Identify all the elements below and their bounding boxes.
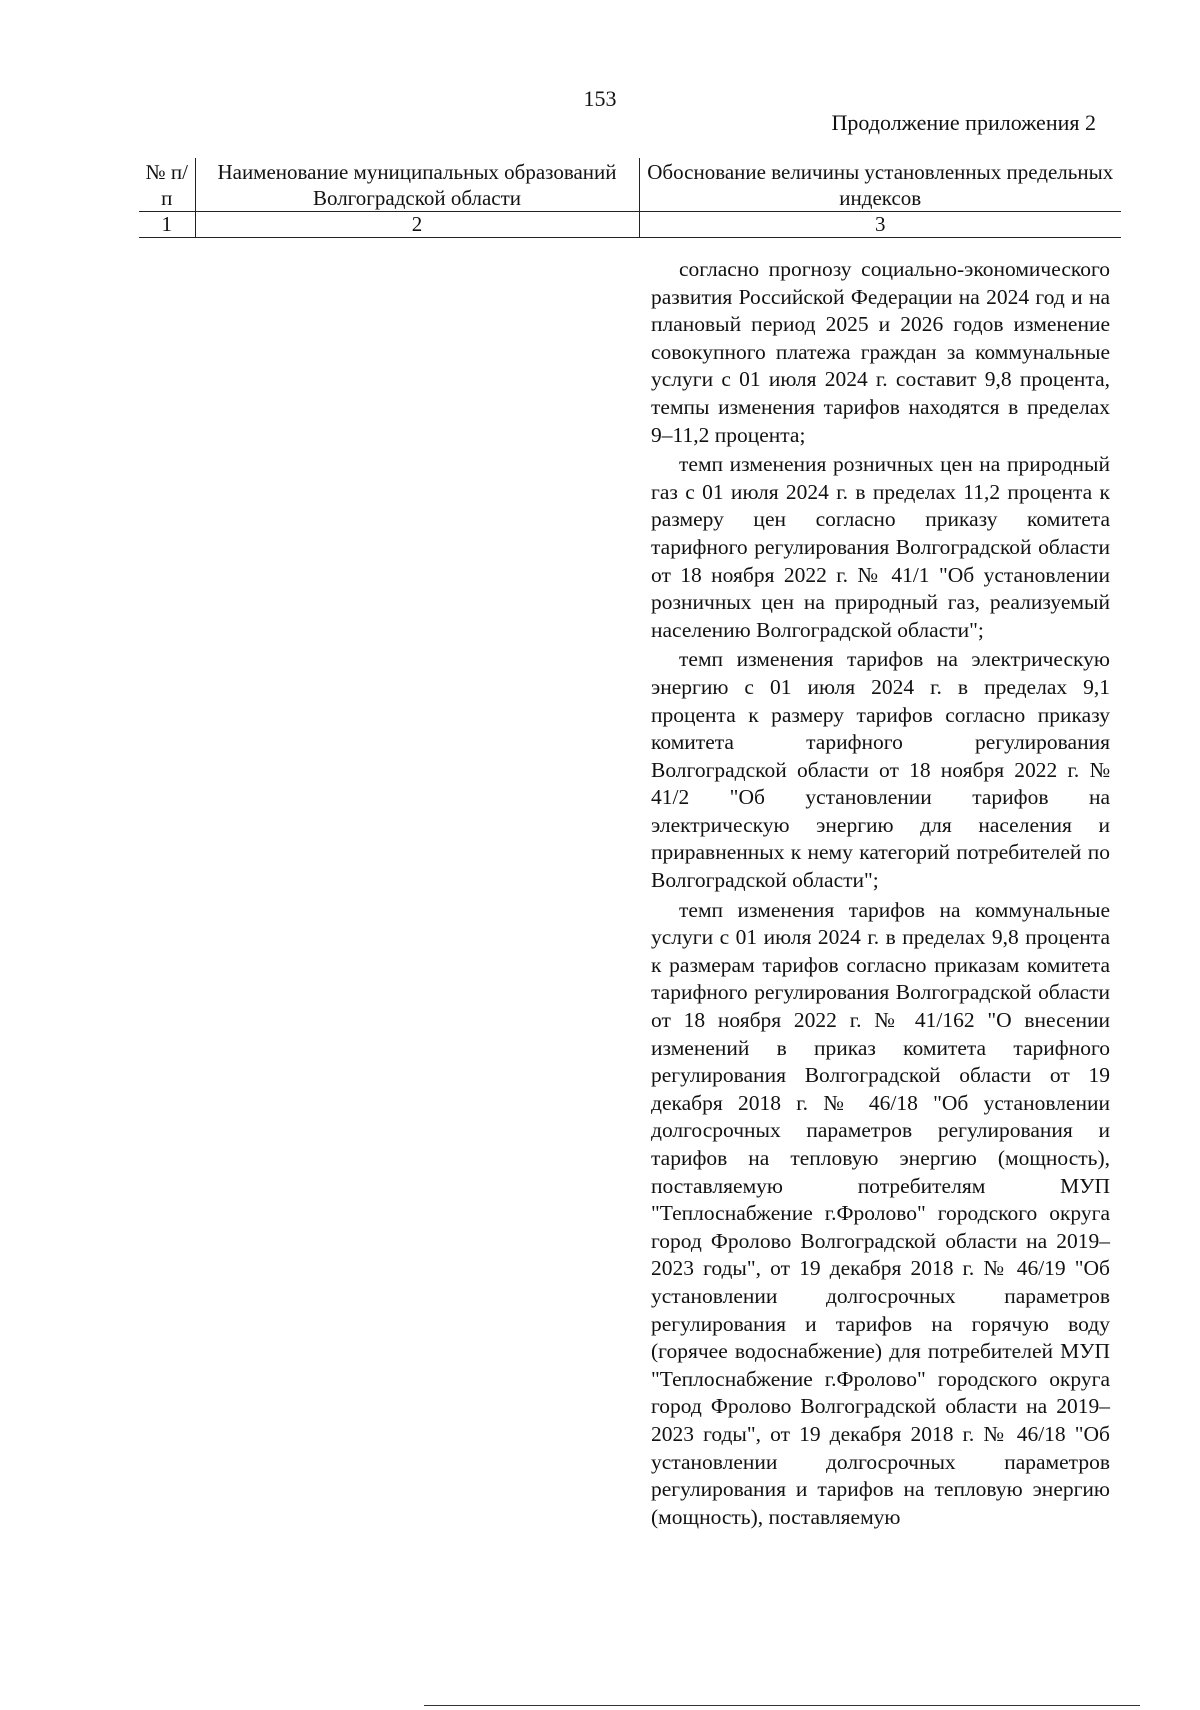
header-table — [139, 158, 1121, 238]
header-number: № п/п — [139, 158, 195, 212]
continuation-label: Продолжение приложения 2 — [831, 110, 1096, 135]
column-number-1: 1 — [139, 212, 195, 238]
header-municipality: Наименование муниципальных образований Волгоградской области — [195, 158, 639, 212]
justification-text — [651, 256, 1110, 1533]
column-number-3: 3 — [639, 212, 1121, 238]
paragraph-utility-tariffs: темп изменения тарифов на коммунальные услуги с 01 июля 2024 г. в пределах 9,8 процента к размерам тарифов согласно приказам комитета тарифного регулирования Волгоградской области от 18 ноября 2022 г. № 41/162 "О внесении изменений в приказ комитета тарифного регулирования Волгоградской области от 19 декабря 2018 г. № 46/18 "Об установлении долгосрочных параметров регулирования и тарифов на тепловую энергию (мощность), поставляемую потребителям МУП "Теплоснабжение г.Фролово" городского округа город Фролово Волгоградской области на 2019–2023 годы", от 19 декабря 2018 г. № 46/19 "Об установлении долгосрочных параметров регулирования и тарифов на горячую воду (горячее водоснабжение) для потребителей МУП "Теплоснабжение г.Фролово" городского округа город Фролово Волгоградской области на 2019–2023 годы", от 19 декабря 2018 г. № 46/18 "Об установлении долгосрочных параметров регулирования и тарифов на тепловую энергию (мощность), поставляемую — [651, 897, 1110, 1529]
column-number-2: 2 — [195, 212, 639, 238]
paragraph-gas-prices: темп изменения розничных цен на природный газ с 01 июля 2024 г. в пределах 11,2 процента к размеру цен согласно приказу комитета тарифного регулирования Волгоградской области от 18 ноября 2022 г. № 41/1 "Об установлении розничных цен на природный газ, реализуемый населению Волгоградской области"; — [651, 452, 1110, 642]
table-column-numbers-row — [139, 212, 1121, 238]
bottom-divider — [424, 1705, 1140, 1706]
paragraph-forecast: согласно прогнозу социально-экономического развития Российской Федерации на 2024 год и на плановый период 2025 и 2026 годов изменение совокупного платежа граждан за коммунальные услуги с 01 июля 2024 г. составит 9,8 процента, темпы изменения тарифов находятся в пределах 9–11,2 процента; — [651, 257, 1110, 447]
header-justification: Обоснование величины установленных предельных индексов — [639, 158, 1121, 212]
table-header-row — [139, 158, 1121, 212]
paragraph-electricity-tariffs: темп изменения тарифов на электрическую энергию с 01 июля 2024 г. в пределах 9,1 процента к размеру тарифов согласно приказу комитета тарифного регулирования Волгоградской области от 18 ноября 2022 г. № 41/2 "Об установлении тарифов на электрическую энергию для населения и приравненных к нему категорий потребителей по Волгоградской области"; — [651, 647, 1110, 893]
page-number: 153 — [583, 86, 617, 111]
